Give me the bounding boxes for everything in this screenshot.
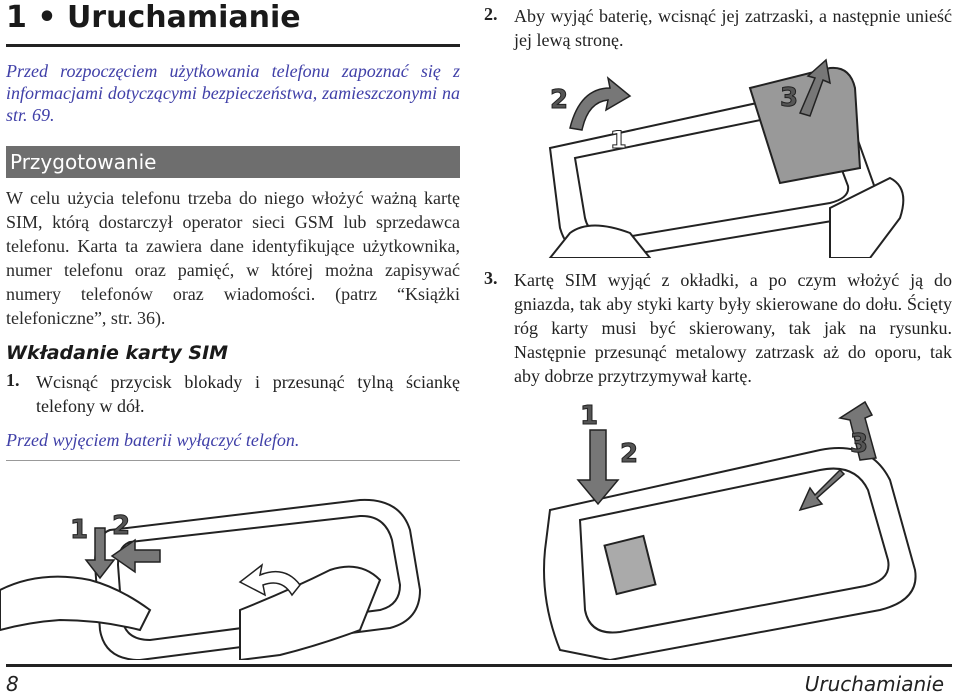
- step-number: 2.: [484, 4, 498, 24]
- figure-label: 2: [550, 85, 569, 115]
- press-arrow-icon: [578, 430, 618, 504]
- figure-remove-cover: [0, 470, 470, 660]
- figure-label: 3: [850, 429, 869, 459]
- figure-label: 1: [70, 515, 89, 545]
- figure-label: 2: [112, 511, 131, 541]
- footer-rule: [6, 664, 952, 667]
- step-text: Kartę SIM wyjąć z okładki, a po czym włożyć ją do gniazda, tak aby styki karty były skierowane do dołu. Ścięty róg karty musi być skierowany, tak jak na rysunku. Następnie przesunąć metalowy zatrzask aż do oporu, tak aby dobrze przytrzymywał kartę.: [514, 270, 952, 386]
- figure-label: 1: [610, 126, 627, 154]
- step-number: 1.: [6, 370, 20, 390]
- section-title: Przygotowanie: [10, 150, 157, 174]
- section-paragraph: W celu użycia telefonu trzeba do niego włożyć ważną kartę SIM, którą dostarczył operator sieci GSM lub sprzedawca telefonu. Karta ta zawiera dane identyfikujące użytkownika, numer telefonu oraz pamięć, w której można zapisywać numery telefonów oraz wiadomości. (patrz “Książki telefoniczne”, str. 36).: [6, 188, 460, 328]
- section-header: [6, 146, 460, 178]
- step-text: Aby wyjąć baterię, wcisnąć jej zatrzaski, a następnie unieść jej lewą stronę.: [514, 6, 952, 50]
- step-text: Wcisnąć przycisk blokady i przesunąć tylną ściankę telefony w dół.: [36, 372, 460, 416]
- footer-chapter: Uruchamianie: [804, 672, 944, 696]
- title-rule: [6, 44, 460, 47]
- page-number: 8: [6, 672, 19, 696]
- page-title: 1 • Uruchamianie: [6, 0, 301, 35]
- figure-remove-battery: [530, 58, 930, 258]
- step-2: [484, 4, 952, 52]
- step-3: [484, 268, 952, 388]
- safety-intro: Przed rozpoczęciem użytkowania telefonu zapoznać się z informacjami dotyczącymi bezpieczeństwa, zamieszczonymi na str. 69.: [6, 61, 460, 125]
- step-number: 3.: [484, 268, 498, 288]
- figure-insert-sim: [520, 400, 940, 660]
- warning-rule: [6, 460, 460, 461]
- lift-arrow-icon: [570, 78, 630, 130]
- figure-label: 1: [580, 401, 599, 431]
- subsection-title: Wkładanie karty SIM: [6, 342, 229, 364]
- battery-warning: Przed wyjęciem baterii wyłączyć telefon.: [6, 430, 300, 450]
- figure-label: 2: [620, 439, 639, 469]
- figure-label: 3: [780, 83, 799, 113]
- step-1: [6, 370, 460, 418]
